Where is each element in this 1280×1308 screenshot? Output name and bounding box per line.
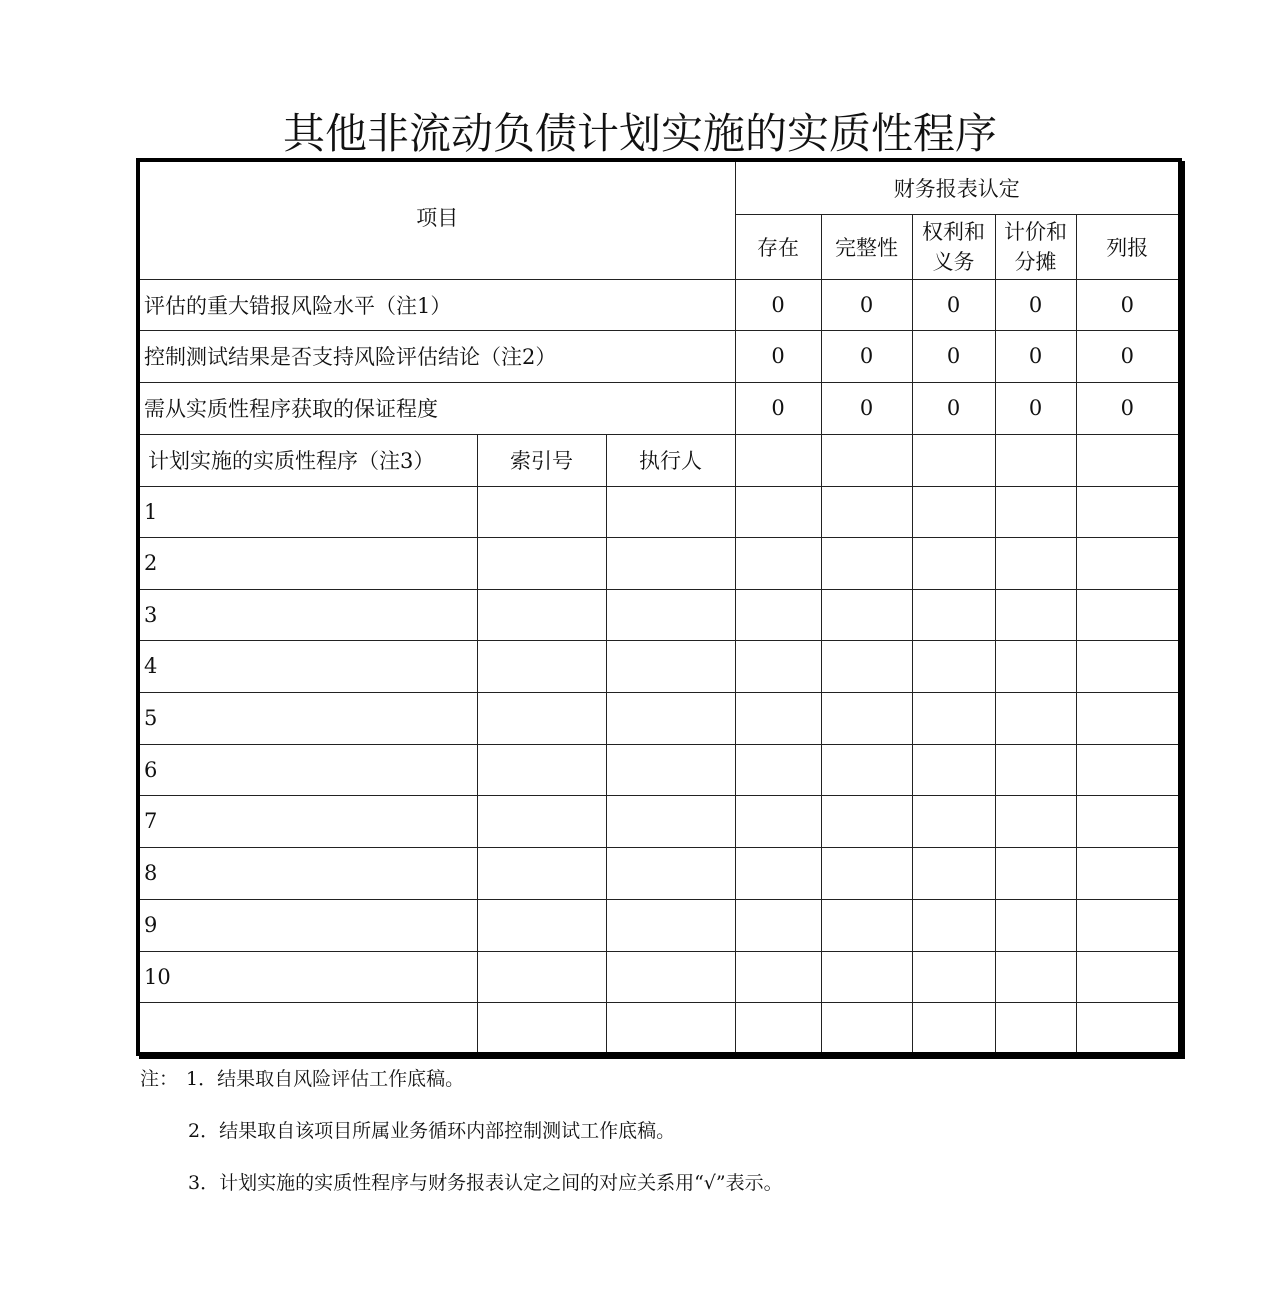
assertion-cell[interactable] [912,537,995,589]
empty-cell[interactable] [735,434,821,486]
assertion-cell[interactable] [821,640,912,692]
procedure-row [138,795,1180,847]
assertion-cell[interactable] [821,537,912,589]
value-cell[interactable]: 0 [735,279,821,330]
procedure-cell[interactable]: 10 [138,951,477,1002]
header-assertion-valuation-allocation: 计价和分摊 [995,214,1076,279]
procedure-row [138,951,1180,1002]
value-cell[interactable]: 0 [821,382,912,434]
value-cell[interactable]: 0 [912,330,995,382]
assertion-cell[interactable] [821,692,912,744]
procedure-row [138,486,1180,537]
note-3 [188,1168,783,1195]
assertion-cell[interactable] [912,951,995,1002]
index-cell[interactable] [477,899,606,951]
value-cell[interactable]: 0 [821,330,912,382]
procedure-cell[interactable]: 4 [138,640,477,692]
page-title-text: 其他非流动负债计划实施的实质性程序 [281,109,999,161]
assertion-cell[interactable] [821,744,912,795]
assertion-cell[interactable] [821,847,912,899]
value-cell[interactable]: 0 [995,279,1076,330]
assertion-cell[interactable] [735,951,821,1002]
procedure-cell[interactable]: 7 [138,795,477,847]
note-text: 1．结果取自风险评估工作底稿。 [186,1068,465,1090]
assertion-cell[interactable] [995,847,1076,899]
performer-cell[interactable] [606,899,735,951]
assertion-cell[interactable] [821,589,912,640]
assertion-cell[interactable] [1076,899,1180,951]
procedure-rows [138,486,1180,1054]
index-cell[interactable] [477,847,606,899]
performer-cell[interactable] [606,589,735,640]
procedure-row [138,537,1180,589]
performer-cell[interactable] [606,486,735,537]
index-cell[interactable] [477,795,606,847]
value-cell[interactable]: 0 [912,279,995,330]
value-cell[interactable]: 0 [995,330,1076,382]
procedure-row [138,589,1180,640]
index-column-header: 索引号 [477,434,606,486]
assertion-cell[interactable] [735,486,821,537]
assertion-cell[interactable] [912,1002,995,1054]
assertion-cell[interactable] [912,589,995,640]
row-label: 控制测试结果是否支持风险评估结论（注2） [138,330,735,382]
value-cell[interactable]: 0 [735,382,821,434]
assertion-cell[interactable] [1076,795,1180,847]
assertion-cell[interactable] [912,640,995,692]
assertion-cell[interactable] [995,899,1076,951]
assertion-cell[interactable] [995,1002,1076,1054]
assertion-cell[interactable] [995,486,1076,537]
assertion-cell[interactable] [821,951,912,1002]
assertion-cell[interactable] [1076,951,1180,1002]
procedure-cell[interactable]: 2 [138,537,477,589]
assertion-cell[interactable] [735,1002,821,1054]
index-cell[interactable] [477,1002,606,1054]
empty-cell[interactable] [1076,434,1180,486]
procedures-header-row [138,434,1180,486]
assertion-cell[interactable] [1076,744,1180,795]
assertion-cell[interactable] [1076,1002,1180,1054]
substantive-procedures-table [136,158,1182,1056]
procedure-cell[interactable]: 6 [138,744,477,795]
assertion-cell[interactable] [735,692,821,744]
assessment-row-risk-level [138,279,1180,330]
procedure-row [138,744,1180,795]
assertion-cell[interactable] [821,1002,912,1054]
performer-cell[interactable] [606,640,735,692]
value-cell[interactable]: 0 [995,382,1076,434]
assertion-cell[interactable] [912,486,995,537]
assertion-cell[interactable] [1076,847,1180,899]
performer-column-header: 执行人 [606,434,735,486]
index-cell[interactable] [477,951,606,1002]
index-cell[interactable] [477,640,606,692]
assertion-cell[interactable] [995,744,1076,795]
assertion-cell[interactable] [735,537,821,589]
procedure-row [138,692,1180,744]
performer-cell[interactable] [606,692,735,744]
value-cell[interactable]: 0 [735,330,821,382]
assertion-cell[interactable] [995,537,1076,589]
assessment-row-control-test [138,330,1180,382]
assertion-cell[interactable] [735,847,821,899]
assertion-cell[interactable] [821,486,912,537]
assertion-cell[interactable] [912,847,995,899]
note-text: 3．计划实施的实质性程序与财务报表认定之间的对应关系用“√”表示。 [188,1172,783,1194]
assertion-cell[interactable] [912,795,995,847]
assertion-cell[interactable] [995,640,1076,692]
header-assertion-presentation: 列报 [1076,214,1180,279]
procedure-cell[interactable]: 5 [138,692,477,744]
header-assertion-existence: 存在 [735,214,821,279]
performer-cell[interactable] [606,951,735,1002]
performer-cell[interactable] [606,795,735,847]
performer-cell[interactable] [606,537,735,589]
empty-cell[interactable] [995,434,1076,486]
empty-cell[interactable] [912,434,995,486]
value-cell[interactable]: 0 [1076,330,1180,382]
assertion-cell[interactable] [995,692,1076,744]
procedure-row [138,899,1180,951]
header-assertion-completeness: 完整性 [821,214,912,279]
performer-cell[interactable] [606,1002,735,1054]
index-cell[interactable] [477,589,606,640]
header-assertion-rights-obligations: 权利和义务 [912,214,995,279]
procedure-row [138,1002,1180,1054]
assertion-cell[interactable] [995,589,1076,640]
header-assertions-group: 财务报表认定 [735,160,1180,214]
value-cell[interactable]: 0 [912,382,995,434]
index-cell[interactable] [477,537,606,589]
assertion-cell[interactable] [735,640,821,692]
procedure-column-header: 计划实施的实质性程序（注3） [138,434,477,486]
note-2 [188,1116,675,1143]
assertion-cell[interactable] [735,899,821,951]
assertion-cell[interactable] [735,795,821,847]
assertion-cell[interactable] [821,899,912,951]
assertion-cell[interactable] [1076,486,1180,537]
page-title [0,108,1280,160]
assessment-row-assurance-level [138,382,1180,434]
performer-cell[interactable] [606,847,735,899]
procedure-cell[interactable]: 1 [138,486,477,537]
index-cell[interactable] [477,692,606,744]
index-cell[interactable] [477,486,606,537]
note-1 [140,1064,464,1091]
row-label: 评估的重大错报风险水平（注1） [138,279,735,330]
index-cell[interactable] [477,744,606,795]
assertion-cell[interactable] [1076,692,1180,744]
assertion-cell[interactable] [912,692,995,744]
value-cell[interactable]: 0 [821,279,912,330]
procedure-cell[interactable] [138,1002,477,1054]
empty-cell[interactable] [821,434,912,486]
procedure-cell[interactable]: 3 [138,589,477,640]
assertion-cell[interactable] [821,795,912,847]
value-cell[interactable]: 0 [1076,279,1180,330]
assertion-cell[interactable] [995,795,1076,847]
procedure-row [138,847,1180,899]
procedure-row [138,640,1180,692]
row-label: 需从实质性程序获取的保证程度 [138,382,735,434]
assertion-cell[interactable] [1076,537,1180,589]
assertion-cell[interactable] [912,899,995,951]
assertion-cell[interactable] [995,951,1076,1002]
assertion-cell[interactable] [1076,589,1180,640]
assertion-cell[interactable] [912,744,995,795]
assertion-cell[interactable] [1076,640,1180,692]
procedure-cell[interactable]: 9 [138,899,477,951]
assertion-cell[interactable] [735,744,821,795]
performer-cell[interactable] [606,744,735,795]
procedure-cell[interactable]: 8 [138,847,477,899]
value-cell[interactable]: 0 [1076,382,1180,434]
assertion-cell[interactable] [735,589,821,640]
notes-prefix: 注： [140,1068,179,1090]
note-text: 2．结果取自该项目所属业务循环内部控制测试工作底稿。 [188,1120,676,1142]
header-item-cell: 项目 [138,160,735,279]
